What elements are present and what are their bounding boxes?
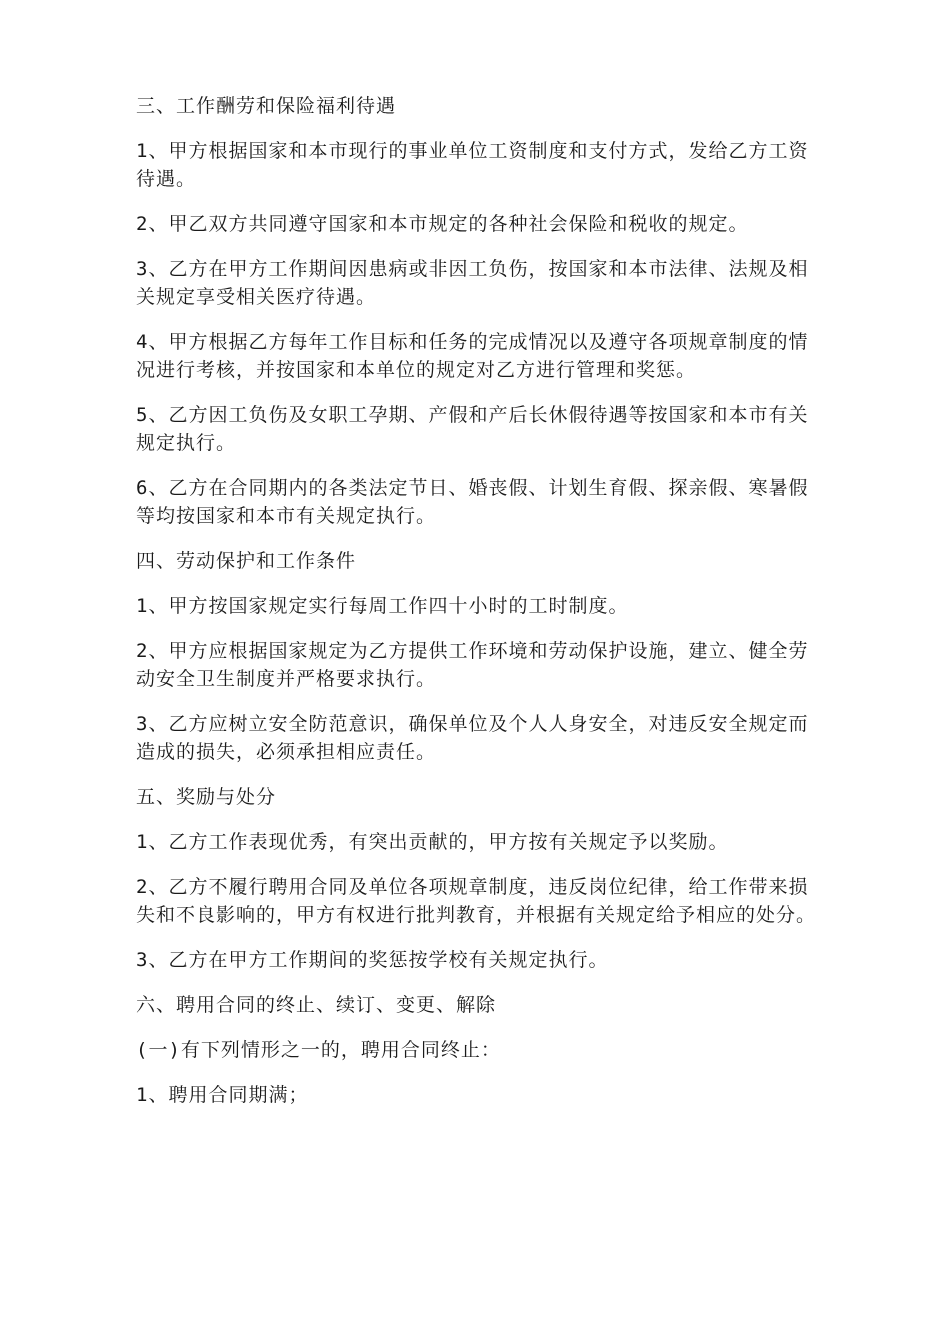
clause-paragraph: 6、乙方在合同期内的各类法定节日、婚丧假、计划生育假、探亲假、寒暑假等均按国家和本市有关规定执行。	[136, 477, 809, 527]
clause-paragraph: 2、乙方不履行聘用合同及单位各项规章制度，违反岗位纪律，给工作带来损失和不良影响的，甲方有权进行批判教育，并根据有关规定给予相应的处分。	[136, 876, 817, 926]
clause-paragraph: 3、乙方在甲方工作期间的奖惩按学校有关规定执行。	[136, 949, 609, 971]
section-heading-6: 六、聘用合同的终止、续订、变更、解除	[136, 994, 497, 1016]
clause-paragraph: 1、乙方工作表现优秀，有突出贡献的，甲方按有关规定予以奖励。	[136, 831, 729, 853]
section-heading-4: 四、劳动保护和工作条件	[136, 550, 357, 572]
clause-paragraph: 3、乙方应树立安全防范意识，确保单位及个人人身安全，对违反安全规定而造成的损失，必须承担相应责任。	[136, 713, 809, 763]
clause-paragraph: 5、乙方因工负伤及女职工孕期、产假和产后长休假待遇等按国家和本市有关规定执行。	[136, 404, 809, 454]
section-heading-3: 三、工作酬劳和保险福利待遇	[136, 95, 397, 117]
clause-paragraph: 2、甲方应根据国家规定为乙方提供工作环境和劳动保护设施，建立、健全劳动安全卫生制度并严格要求执行。	[136, 640, 809, 690]
clause-paragraph: 4、甲方根据乙方每年工作目标和任务的完成情况以及遵守各项规章制度的情况进行考核，并按国家和本单位的规定对乙方进行管理和奖惩。	[136, 331, 809, 381]
subsection-heading: (一)有下列情形之一的，聘用合同终止：	[136, 1039, 501, 1061]
clause-paragraph: 3、乙方在甲方工作期间因患病或非因工负伤，按国家和本市法律、法规及相关规定享受相关医疗待遇。	[136, 258, 809, 308]
document-page	[136, 92, 826, 1126]
clause-paragraph: 2、甲乙双方共同遵守国家和本市规定的各种社会保险和税收的规定。	[136, 213, 749, 235]
clause-paragraph: 1、甲方按国家规定实行每周工作四十小时的工时制度。	[136, 595, 629, 617]
section-heading-5: 五、奖励与处分	[136, 786, 277, 808]
clause-paragraph: 1、聘用合同期满；	[136, 1084, 309, 1106]
clause-paragraph: 1、甲方根据国家和本市现行的事业单位工资制度和支付方式，发给乙方工资待遇。	[136, 140, 809, 190]
